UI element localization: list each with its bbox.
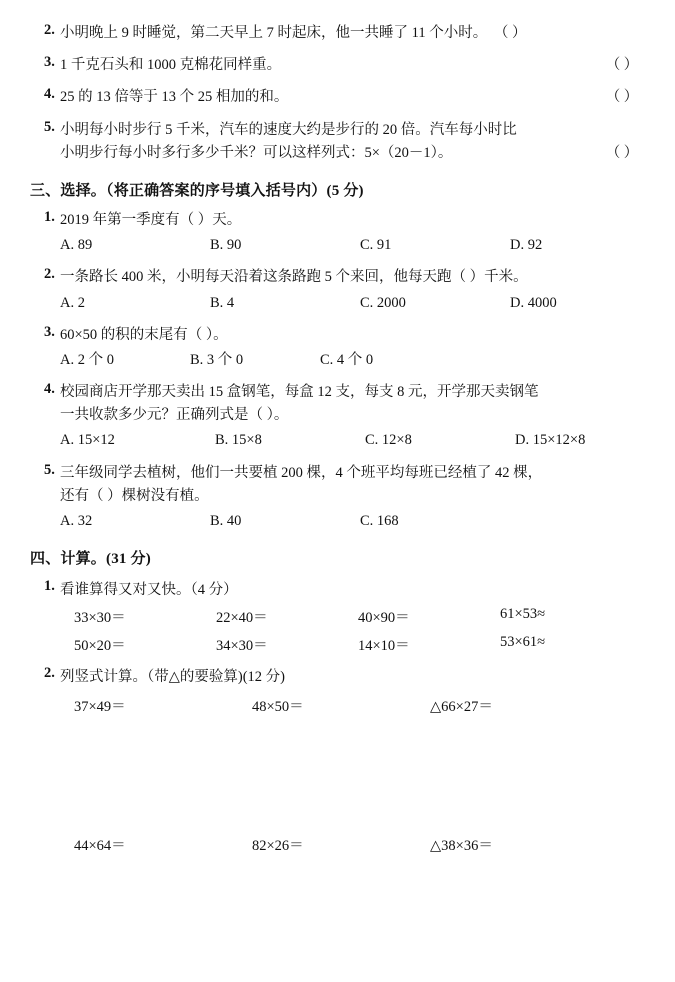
option-c: C. 168 (360, 513, 399, 529)
judge-question-5 (30, 119, 645, 165)
question-line-2: 一共收款多少元？正确列式是（ ）。 (60, 407, 289, 424)
calc-sub-question-2 (30, 665, 645, 686)
choice-question-2 (30, 266, 645, 314)
option-c: C. 91 (360, 237, 392, 254)
calc-item: 22×40＝ (216, 610, 268, 627)
choice-question-4 (30, 381, 645, 453)
sub-question-title: 看谁算得又对又快。（4 分） (60, 582, 238, 599)
calc-item: 33×30＝ (74, 610, 126, 627)
option-row (60, 292, 645, 315)
question-line-1: 校园商店开学那天卖出 15 盒钢笔，每盒 12 支，每支 8 元，开学那天卖钢笔 (60, 384, 539, 401)
option-c: C. 4 个 0 (320, 351, 374, 368)
section-heading-calculation: 四、计算。(31 分) (30, 551, 151, 568)
judge-question-4 (30, 86, 645, 109)
calc-item: 50×20＝ (74, 638, 126, 655)
calc-item: △66×27＝ (430, 699, 493, 716)
mental-calc-row-2 (30, 634, 645, 655)
option-a: A. 15×12 (60, 432, 115, 449)
option-b: B. 3 个 0 (190, 351, 244, 368)
sub-question-number: 1. (44, 578, 55, 595)
question-line-1: 小明每小时步行 5 千米，汽车的速度大约是步行的 20 倍。汽车每小时比 (60, 121, 517, 138)
choice-question-3 (30, 324, 645, 372)
judge-question-3 (30, 54, 645, 77)
question-body (60, 86, 645, 109)
vertical-calc-row-1 (30, 695, 645, 716)
question-body (60, 22, 645, 45)
option-row (60, 349, 645, 372)
question-text: 60×50 的积的末尾有（ ）。 (60, 326, 228, 343)
option-row (60, 429, 645, 452)
question-number: 4. (44, 381, 55, 398)
option-row (60, 510, 645, 533)
work-space-2 (30, 855, 645, 973)
question-line-1: 三年级同学去植树，他们一共要植 200 棵，4 个班平均每班已经植了 42 棵， (60, 464, 543, 481)
question-number: 3. (44, 54, 55, 71)
calc-item: 44×64＝ (74, 838, 126, 855)
question-body (60, 119, 645, 165)
option-b: B. 4 (210, 294, 235, 311)
calc-item: 82×26＝ (252, 838, 304, 855)
option-b: B. 90 (210, 237, 242, 254)
option-d: D. 4000 (510, 294, 557, 311)
worksheet-content (30, 22, 645, 973)
option-a: A. 89 (60, 237, 93, 254)
question-body (60, 462, 645, 534)
calc-item: △38×36＝ (430, 838, 493, 855)
mental-calc-row-1 (30, 606, 645, 627)
section-heading-choice: 三、选择。（将正确答案的序号填入括号内）(5 分) (30, 182, 364, 199)
calc-item: 34×30＝ (216, 638, 268, 655)
answer-parenthesis: （ ） (605, 57, 639, 74)
calc-item: 37×49＝ (74, 699, 126, 716)
question-text: 25 的 13 倍等于 13 个 25 相加的和。 (60, 89, 289, 106)
calc-item: 48×50＝ (252, 699, 304, 716)
question-number: 2. (44, 22, 55, 38)
vertical-calc-row-2 (30, 834, 645, 855)
option-d: D. 92 (510, 237, 543, 254)
option-c: C. 12×8 (365, 432, 412, 449)
question-body (60, 324, 645, 372)
question-number: 5. (44, 461, 55, 478)
work-space-1 (30, 716, 645, 834)
sub-question-title: 列竖式计算。（带△的要验算)(12 分) (60, 669, 286, 686)
question-number: 4. (44, 86, 55, 103)
sub-question-number: 2. (44, 665, 55, 682)
question-number: 1. (44, 208, 55, 225)
question-body (60, 381, 645, 453)
calc-item: 40×90＝ (358, 610, 410, 627)
judge-question-2 (30, 22, 645, 45)
question-line-2 (60, 142, 645, 165)
option-d: D. 15×12×8 (515, 432, 586, 449)
answer-parenthesis: （ ） (605, 144, 639, 161)
question-text: 2019 年第一季度有（ ）天。 (60, 211, 242, 228)
question-line-2-text: 小明步行每小时多行多少千米？可以这样列式：5×（20－1）。 (60, 144, 453, 161)
question-text: 小明晚上 9 时睡觉，第二天早上 7 时起床，他一共睡了 11 个小时。 (60, 25, 488, 41)
question-body (60, 209, 645, 257)
calc-item: 61×53≈ (500, 606, 546, 623)
question-text: 一条路长 400 米，小明每天沿着这条路跑 5 个来回，他每天跑（ ）千米。 (60, 269, 528, 286)
option-a: A. 32 (60, 513, 93, 529)
option-c: C. 2000 (360, 294, 406, 311)
question-text: 1 千克石头和 1000 克棉花同样重。 (60, 57, 282, 74)
choice-question-1 (30, 209, 645, 257)
option-b: B. 15×8 (215, 432, 262, 449)
question-number: 5. (44, 118, 55, 135)
option-a: A. 2 个 0 (60, 351, 114, 368)
question-number: 2. (44, 266, 55, 283)
option-row (60, 234, 645, 257)
answer-parenthesis: （ ） (493, 25, 527, 41)
question-body (60, 266, 645, 314)
option-b: B. 40 (210, 513, 242, 529)
calc-item: 14×10＝ (358, 638, 410, 655)
question-line-2: 还有（ ）棵树没有植。 (60, 487, 209, 504)
option-a: A. 2 (60, 294, 85, 311)
answer-parenthesis: （ ） (605, 89, 639, 106)
choice-question-5 (30, 462, 645, 534)
calc-item: 53×61≈ (500, 634, 546, 651)
calc-sub-question-1 (30, 578, 645, 599)
question-body (60, 54, 645, 77)
question-number: 3. (44, 323, 55, 340)
